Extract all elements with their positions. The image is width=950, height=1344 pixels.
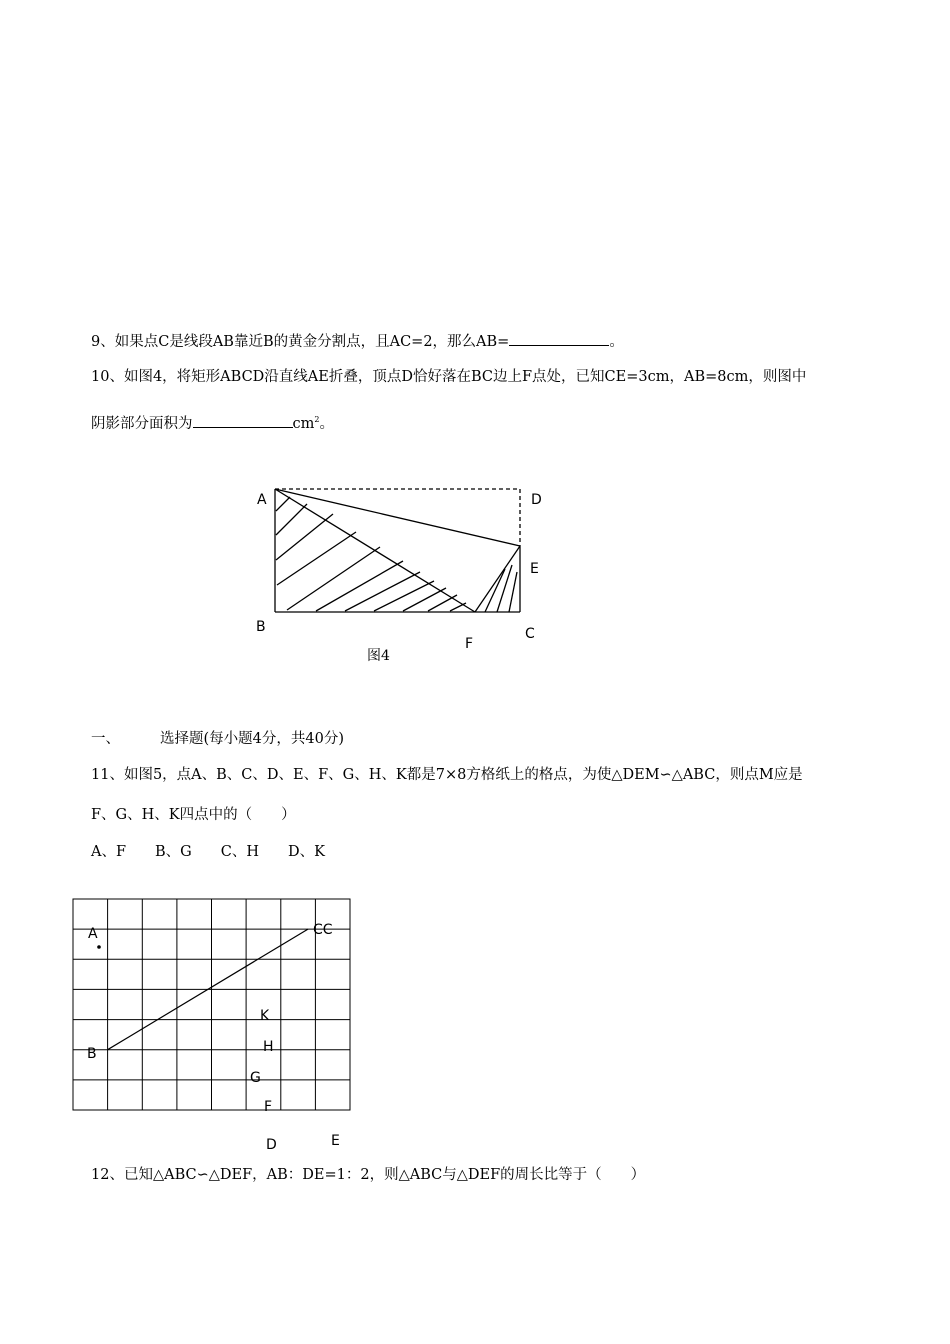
question-12: 12、已知△ABC∽△DEF，AB：DE=1：2，则△ABC与△DEF的周长比等于（ ） — [91, 1167, 646, 1183]
fig5-label-h: H — [263, 1039, 274, 1055]
figure-4-caption: 图4 — [367, 648, 390, 664]
question-10-text: 阴影部分面积为 — [91, 415, 193, 432]
fig5-label-e: E — [331, 1133, 340, 1149]
question-9-text: 9、如果点C是线段AB靠近B的黄金分割点，且AC=2，那么AB= — [91, 334, 510, 350]
fig5-label-c: CC — [313, 922, 333, 938]
unit-cm: cm — [292, 415, 315, 432]
fig5-label-d: D — [266, 1137, 277, 1153]
fig5-label-g: G — [250, 1070, 261, 1086]
question-11-line2: F、G、H、K四点中的（ ） — [91, 807, 296, 823]
fig4-label-b: B — [256, 619, 266, 635]
fig5-label-b: B — [87, 1046, 97, 1062]
question-10-line1: 10、如图4，将矩形ABCD沿直线AE折叠，顶点D恰好落在BC边上F点处，已知CE=3cm，AB=8cm，则图中 — [91, 369, 807, 385]
question-10-end: 。 — [319, 415, 334, 432]
fig5-label-a: A — [88, 926, 98, 942]
fig4-label-c: C — [525, 626, 535, 642]
question-11-line1: 11、如图5，点A、B、C、D、E、F、G、H、K都是7×8方格纸上的格点，为使△DEM∽△ABC，则点M应是 — [91, 767, 803, 783]
point-a-dot — [97, 945, 101, 949]
fig4-label-d: D — [531, 492, 542, 508]
question-9-end: 。 — [609, 334, 624, 350]
fig5-label-f: F — [264, 1099, 273, 1115]
section-number: 一、 — [91, 731, 120, 747]
fig4-label-e: E — [530, 561, 539, 577]
fig5-label-k: K — [260, 1008, 270, 1024]
fig4-label-f: F — [465, 636, 474, 652]
section-title: 选择题(每小题4分，共40分) — [160, 731, 344, 747]
fig4-label-a: A — [257, 492, 267, 508]
unit-superscript: 2 — [314, 415, 320, 424]
question-11-options: A、F B、G C、H D、K — [91, 844, 325, 860]
